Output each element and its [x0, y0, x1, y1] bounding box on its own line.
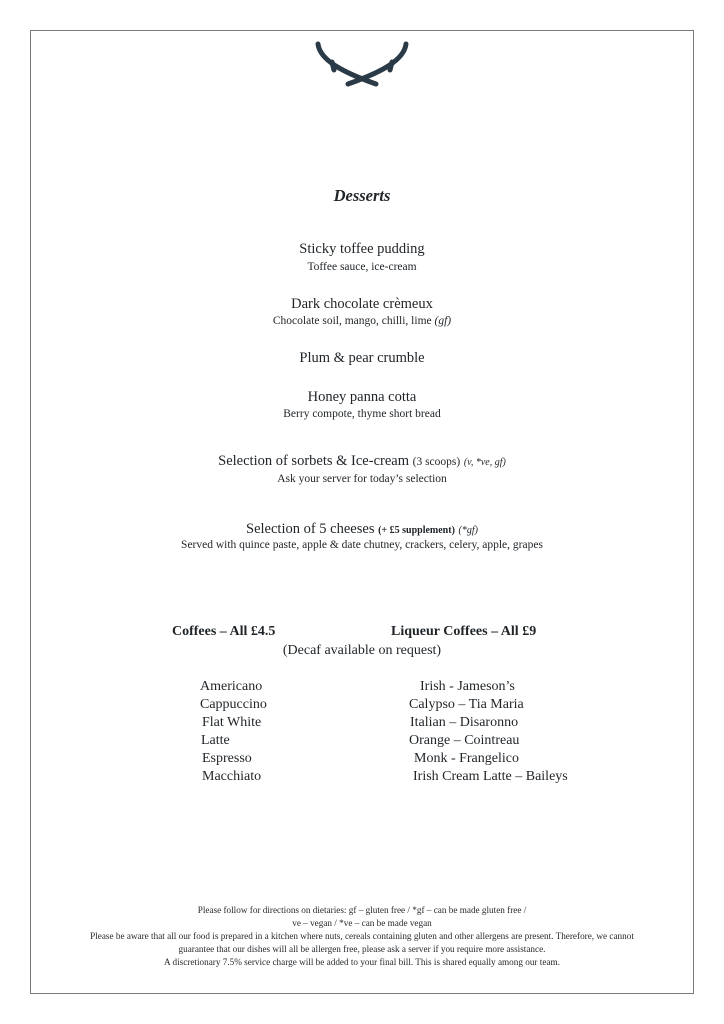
dessert-name: Plum & pear crumble: [299, 350, 425, 366]
dessert-name: Dark chocolate crèmeux: [291, 296, 433, 312]
coffees-header: Coffees – All £4.5: [172, 624, 276, 639]
liqueur-coffee-item: Calypso – Tia Maria: [409, 697, 524, 712]
portion-note: (3 scoops): [412, 456, 461, 468]
dessert-desc-line: [0, 315, 724, 327]
dessert-desc: Berry compote, thyme short bread: [283, 408, 441, 420]
antlers-icon: [312, 40, 412, 88]
dietary-note: Please follow for directions on dietaries: gf – gluten free / *gf – can be made gluten free /: [197, 905, 527, 915]
menu-border: [30, 30, 694, 994]
dessert-name: Selection of 5 cheeses: [246, 521, 375, 537]
liqueur-coffee-item: Irish - Jameson’s: [420, 679, 515, 694]
dietary-tag: (*gf): [458, 525, 478, 536]
dessert-desc: Chocolate soil, mango, chilli, lime: [272, 315, 432, 327]
service-charge-note: A discretionary 7.5% service charge will be added to your final bill. This is shared equally among our team.: [164, 957, 560, 967]
coffee-item: Flat White: [202, 715, 262, 730]
page-title: Desserts: [333, 186, 391, 205]
dietary-tag: (v, *ve, gf): [463, 457, 506, 468]
liqueur-coffee-item: Orange – Cointreau: [409, 733, 520, 748]
dietary-tag: (gf): [434, 315, 452, 327]
dessert-name: Selection of sorbets & Ice-cream: [218, 453, 409, 469]
coffee-item: Latte: [201, 733, 230, 748]
liqueur-coffee-item: Irish Cream Latte – Baileys: [413, 769, 568, 784]
dessert-name: Honey panna cotta: [307, 389, 417, 405]
coffee-item: Cappuccino: [200, 697, 267, 712]
allergen-note: Please be aware that all our food is prepared in a kitchen where nuts, cereals containing gluten and other allergens are present. Therefore, we cannot: [90, 931, 634, 941]
coffee-item: Macchiato: [202, 769, 262, 784]
coffee-item: Espresso: [202, 751, 252, 766]
dessert-name: Sticky toffee pudding: [299, 241, 425, 257]
decaf-note: (Decaf available on request): [282, 643, 442, 658]
dessert-desc: Served with quince paste, apple & date chutney, crackers, celery, apple, grapes: [181, 539, 543, 551]
dessert-name-line: [0, 521, 724, 538]
coffee-item: Americano: [200, 679, 263, 694]
liqueur-coffee-item: Monk - Frangelico: [414, 751, 519, 766]
liqueur-coffees-header: Liqueur Coffees – All £9: [391, 624, 537, 639]
dietary-note: ve – vegan / *ve – can be made vegan: [292, 918, 432, 928]
dessert-desc: Ask your server for today’s selection: [277, 473, 447, 485]
liqueur-coffee-item: Italian – Disaronno: [410, 715, 519, 730]
dessert-desc: Toffee sauce, ice-cream: [307, 261, 417, 273]
allergen-note: guarantee that our dishes will all be allergen free, please ask a server if you require more assistance.: [178, 944, 546, 954]
supplement-note: (+ £5 supplement): [378, 525, 455, 536]
dessert-name-line: [0, 453, 724, 470]
